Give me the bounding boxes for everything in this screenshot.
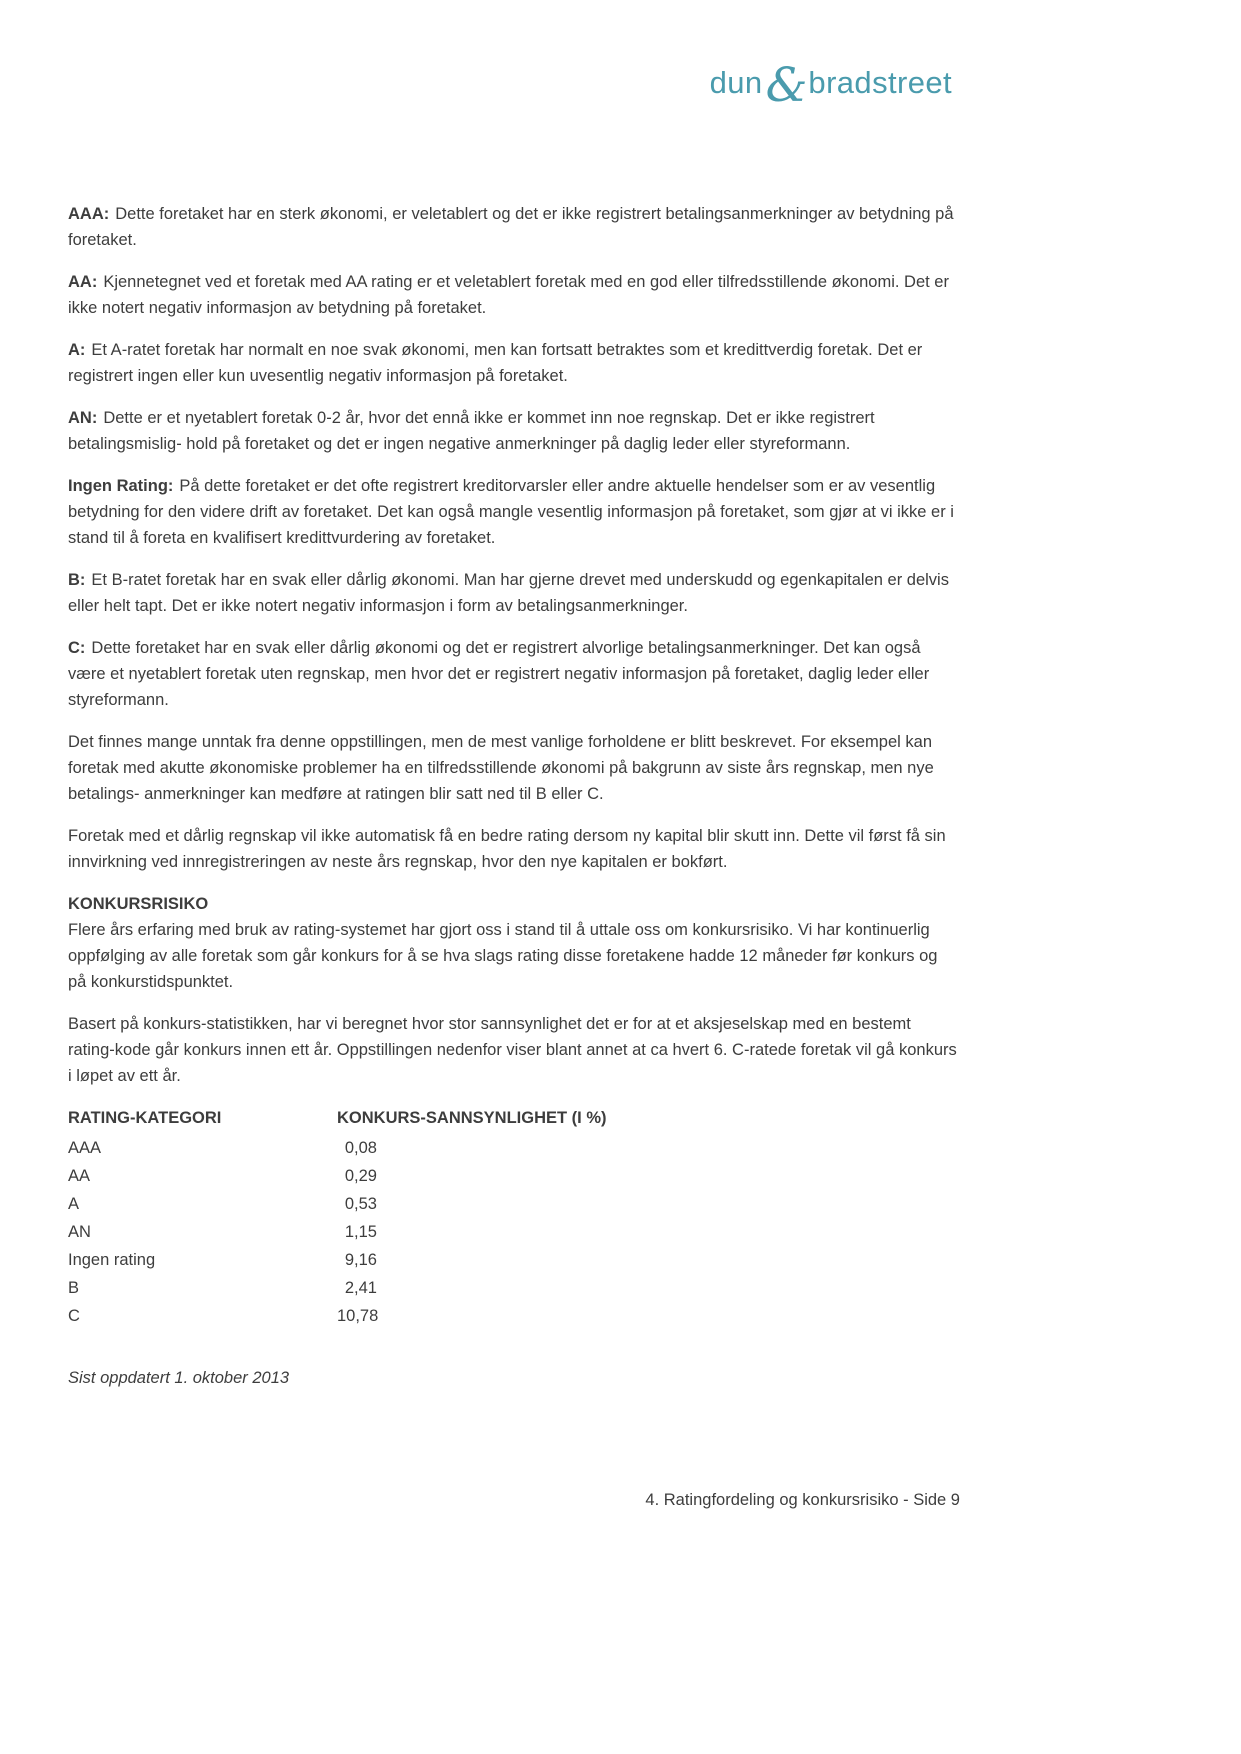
page-footer: 4. Ratingfordeling og konkursrisiko - Side 9 xyxy=(645,1491,960,1509)
table-cell-value: 1,15 xyxy=(344,1223,377,1241)
rating-probability-table xyxy=(68,1105,960,1331)
table-cell-value: 0,08 xyxy=(344,1139,377,1157)
logo-word-dun: dun xyxy=(709,65,763,100)
rating-label-b: B: xyxy=(68,571,86,589)
table-cell-category: AAA xyxy=(68,1139,102,1157)
logo-word-bradstreet: bradstreet xyxy=(808,65,952,100)
section-konkursrisiko xyxy=(68,891,960,1089)
rating-text-a: Et A-ratet foretak har normalt en noe svak økonomi, men kan fortsatt betraktes som et kredittverdig foretak. Det er registrert ingen eller kun uvesentlig negativ informasjon på foretaket. xyxy=(68,341,923,385)
table-cell-category: B xyxy=(68,1279,80,1297)
paragraph-rating-b xyxy=(68,567,960,619)
rating-label-an: AN: xyxy=(68,409,98,427)
table-cell-value: 10,78 xyxy=(337,1307,379,1325)
paragraph-rating-an xyxy=(68,405,960,457)
table-row xyxy=(68,1247,960,1275)
paragraph-note-new-capital: Foretak med et dårlig regnskap vil ikke automatisk få en bedre rating dersom ny kapital blir skutt inn. Dette vil først få sin innvirkning ved innregistreringen av neste års regnskap, hvor den nye kapitalen er bokført. xyxy=(68,827,946,871)
paragraph-rating-aa xyxy=(68,269,960,321)
rating-text-aa: Kjennetegnet ved et foretak med AA rating er et veletablert foretak med en god eller tilfredsstillende økonomi. Det er ikke notert negativ informasjon av betydning på foretaket. xyxy=(68,273,949,317)
table-row xyxy=(68,1303,960,1331)
rating-text-b: Et B-ratet foretak har en svak eller dårlig økonomi. Man har gjerne drevet med underskudd og egenkapitalen er delvis eller helt tapt. Det er ikke notert negativ informasjon i form av betalingsanmerkninger. xyxy=(68,571,949,615)
rating-label-c: C: xyxy=(68,639,86,657)
table-cell-value: 2,41 xyxy=(344,1279,377,1297)
table-cell-category: AA xyxy=(68,1167,91,1185)
rating-label-ingen-rating: Ingen Rating: xyxy=(68,477,174,495)
table-cell-category: C xyxy=(68,1307,80,1325)
rating-text-ingen-rating: På dette foretaket er det ofte registrert kreditorvarsler eller andre aktuelle hendelser som er av vesentlig betydning for den videre drift av foretaket. Det kan også mangle vesentlig informasjon på foretaket, som gjør at vi ikke er i stand til å foreta en kvalifisert kredittvurdering av foretaket. xyxy=(68,477,954,547)
rating-text-an: Dette er et nyetablert foretak 0-2 år, hvor det ennå ikke er kommet inn noe regnskap. Det er ikke registrert betalingsmislig- hold på foretaket og det er ingen negative anmerkninger på daglig leder eller styreformann. xyxy=(68,409,875,453)
rating-label-a: A: xyxy=(68,341,86,359)
table-row xyxy=(68,1163,960,1191)
table-cell-category: Ingen rating xyxy=(68,1251,156,1269)
table-row xyxy=(68,1219,960,1247)
table-cell-value: 9,16 xyxy=(344,1251,377,1269)
table-cell-category: A xyxy=(68,1195,80,1213)
table-row xyxy=(68,1275,960,1303)
konkursrisiko-paragraph-2: Basert på konkurs-statistikken, har vi beregnet hvor stor sannsynlighet det er for at et aksjeselskap med en bestemt rating-kode går konkurs innen ett år. Oppstillingen nedenfor viser blant annet at ca hvert 6. C-ratede foretak vil gå konkurs i løpet av ett år. xyxy=(68,1015,957,1085)
konkursrisiko-heading: KONKURSRISIKO xyxy=(68,895,209,913)
dun-bradstreet-logo xyxy=(68,58,952,113)
paragraph-rating-aaa xyxy=(68,201,960,253)
paragraph-rating-a xyxy=(68,337,960,389)
paragraph-note-exceptions: Det finnes mange unntak fra denne oppstillingen, men de mest vanlige forholdene er blitt beskrevet. For eksempel kan foretak med akutte økonomiske problemer ha en tilfredsstillende økonomi på bakgrunn av siste års regnskap, men nye betalings- anmerkninger kan medføre at ratingen blir satt ned til B eller C. xyxy=(68,733,934,803)
table-row xyxy=(68,1135,960,1163)
logo-ampersand-icon: & xyxy=(765,58,808,113)
table-cell-value: 0,29 xyxy=(344,1167,377,1185)
paragraph-rating-c xyxy=(68,635,960,713)
rating-label-aaa: AAA: xyxy=(68,205,110,223)
table-header-probability: KONKURS-SANNSYNLIGHET (I %) xyxy=(337,1109,607,1127)
table-row xyxy=(68,1191,960,1219)
table-cell-category: AN xyxy=(68,1223,91,1241)
konkursrisiko-paragraph-1: Flere års erfaring med bruk av rating-systemet har gjort oss i stand til å uttale oss om konkursrisiko. Vi har kontinuerlig oppfølging av alle foretak som går konkurs for å se hva slags rating disse foretakene hadde 12 måneder før konkurs og på konkurstidspunktet. xyxy=(68,921,938,991)
table-header-category: RATING-KATEGORI xyxy=(68,1109,222,1127)
last-updated-note: Sist oppdatert 1. oktober 2013 xyxy=(68,1369,290,1387)
table-header-row xyxy=(68,1105,960,1135)
table-cell-value: 0,53 xyxy=(344,1195,377,1213)
rating-text-aaa: Dette foretaket har en sterk økonomi, er veletablert og det er ikke registrert betalingsanmerkninger av betydning på foretaket. xyxy=(68,205,954,249)
rating-label-aa: AA: xyxy=(68,273,98,291)
document-content xyxy=(68,201,960,1391)
paragraph-rating-ingen-rating xyxy=(68,473,960,551)
rating-text-c: Dette foretaket har en svak eller dårlig økonomi og det er registrert alvorlige betalingsanmerkninger. Det kan også være et nyetablert foretak uten regnskap, men hvor det er registrert negativ informasjon på foretaket, daglig leder eller styreformann. xyxy=(68,639,930,709)
